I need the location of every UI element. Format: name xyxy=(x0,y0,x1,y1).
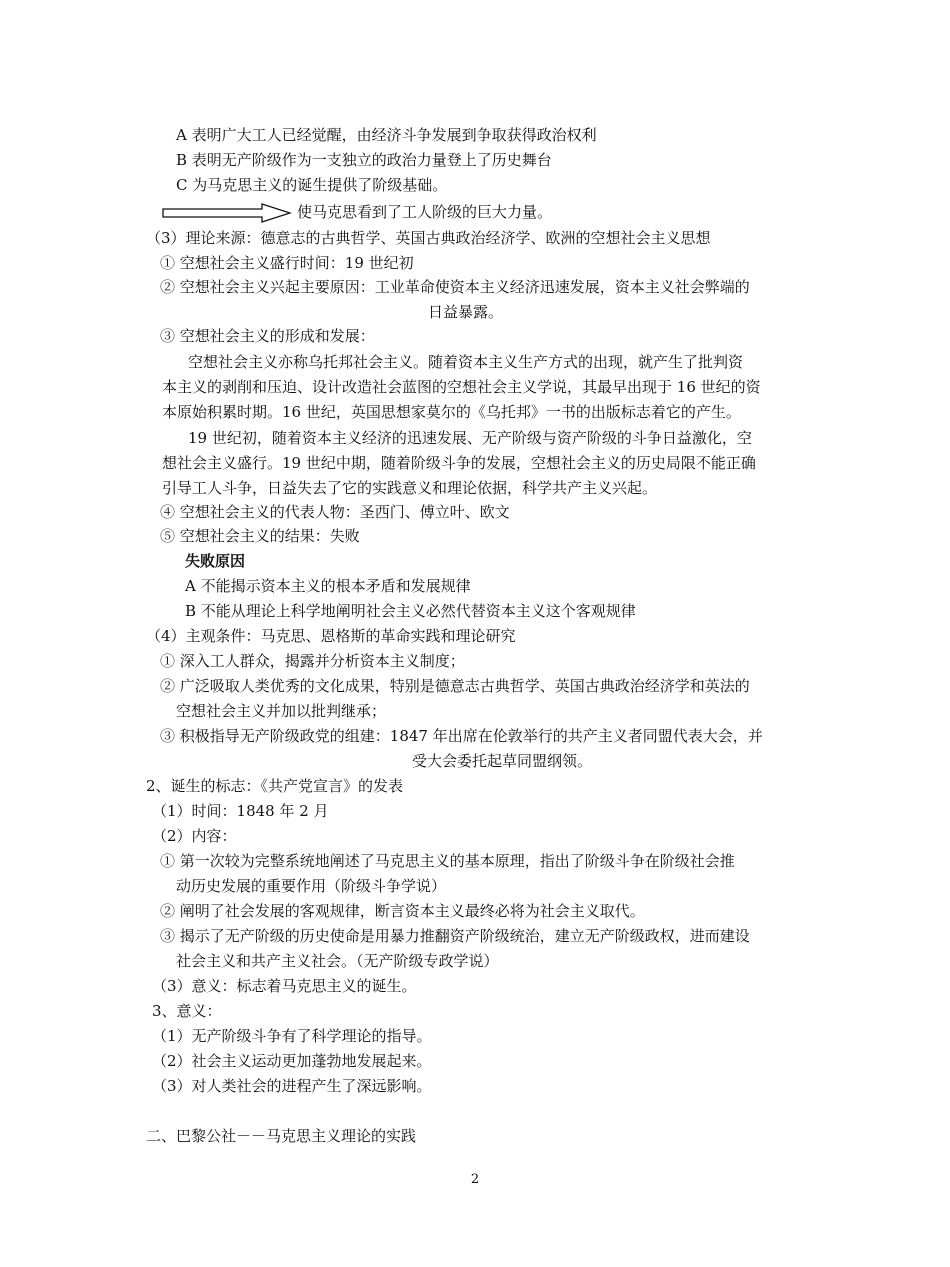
manifesto-content: （2）内容： xyxy=(152,827,237,845)
failure-reason-a: A 不能揭示资本主义的根本矛盾和发展规律 xyxy=(185,577,471,595)
significance-2: （2）社会主义运动更加蓬勃地发展起来。 xyxy=(152,1052,432,1070)
arrow-text: 使马克思看到了工人阶级的巨大力量。 xyxy=(297,203,553,221)
failure-reasons-heading: 失败原因 xyxy=(185,552,246,570)
para1-line2: 本主义的剥削和压迫、设计改造社会蓝图的空想社会主义学说，其最早出现于 16 世纪的资 xyxy=(162,378,761,396)
manifesto-time: （1）时间：1848 年 2 月 xyxy=(152,802,329,820)
utopian-time: ① 空想社会主义盛行时间：19 世纪初 xyxy=(160,254,414,272)
manifesto-significance: （3）意义：标志着马克思主义的诞生。 xyxy=(152,977,417,995)
item-a-awakened: A 表明广大工人已经觉醒，由经济斗争发展到争取获得政治权利 xyxy=(176,126,597,144)
significance-heading: 3、意义： xyxy=(152,1002,222,1020)
content-1-cont: 动历史发展的重要作用（阶级斗争学说） xyxy=(176,877,447,895)
subjective-2: ② 广泛吸取人类优秀的文化成果，特别是德意志古典哲学、英国古典政治经济学和英法的 xyxy=(160,677,750,695)
theory-sources: （3）理论来源：德意志的古典哲学、英国古典政治经济学、欧洲的空想社会主义思想 xyxy=(146,229,711,247)
para1-line3: 本原始积累时期。16 世纪，英国思想家莫尔的《乌托邦》一书的出版标志着它的产生。 xyxy=(162,403,741,421)
subjective-conditions: （4）主观条件：马克思、恩格斯的革命实践和理论研究 xyxy=(146,627,516,645)
arrow-icon xyxy=(162,203,292,223)
failure-reason-b: B 不能从理论上科学地阐明社会主义必然代替资本主义这个客观规律 xyxy=(185,602,636,620)
para1-line1: 空想社会主义亦称乌托邦社会主义。随着资本主义生产方式的出现，就产生了批判资 xyxy=(188,353,744,371)
utopian-representatives: ④ 空想社会主义的代表人物：圣西门、傅立叶、欧文 xyxy=(160,503,510,521)
utopian-development: ③ 空想社会主义的形成和发展： xyxy=(160,327,375,345)
section-two-heading: 二、巴黎公社－－马克思主义理论的实践 xyxy=(146,1127,417,1145)
significance-1: （1）无产阶级斗争有了科学理论的指导。 xyxy=(152,1027,432,1045)
page-number: 2 xyxy=(470,1172,480,1187)
subjective-3-cont: 受大会委托起草同盟纲领。 xyxy=(412,752,593,770)
item-c-class-basis: C 为马克思主义的诞生提供了阶级基础。 xyxy=(176,176,448,194)
content-3-cont: 社会主义和共产主义社会。（无产阶级专政学说） xyxy=(176,952,499,970)
birth-symbol: 2、诞生的标志：《共产党宣言》的发表 xyxy=(146,777,404,795)
utopian-cause: ② 空想社会主义兴起主要原因：工业革命使资本主义经济迅速发展，资本主义社会弊端的 xyxy=(160,278,750,296)
content-2: ② 阐明了社会发展的客观规律，断言资本主义最终必将为社会主义取代。 xyxy=(160,902,645,920)
content-3: ③ 揭示了无产阶级的历史使命是用暴力推翻资产阶级统治，建立无产阶级政权，进而建设 xyxy=(160,927,750,945)
para2-line1: 19 世纪初，随着资本主义经济的迅速发展、无产阶级与资产阶级的斗争日益激化，空 xyxy=(188,429,752,447)
item-b-political-force: B 表明无产阶级作为一支独立的政治力量登上了历史舞台 xyxy=(176,151,552,169)
subjective-3: ③ 积极指导无产阶级政党的组建：1847 年出席在伦敦举行的共产主义者同盟代表大会，并 xyxy=(160,727,763,745)
para2-line2: 想社会主义盛行。19 世纪中期，随着阶级斗争的发展，空想社会主义的历史局限不能正确 xyxy=(162,454,756,472)
utopian-result: ⑤ 空想社会主义的结果：失败 xyxy=(160,527,360,545)
subjective-1: ① 深入工人群众，揭露并分析资本主义制度； xyxy=(160,652,465,670)
significance-3: （3）对人类社会的进程产生了深远影响。 xyxy=(152,1077,432,1095)
utopian-cause-cont: 日益暴露。 xyxy=(428,303,504,321)
para2-line3: 引导工人斗争，日益失去了它的实践意义和理论依据，科学共产主义兴起。 xyxy=(162,479,658,497)
subjective-2-cont: 空想社会主义并加以批判继承； xyxy=(176,702,387,720)
content-1: ① 第一次较为完整系统地阐述了马克思主义的基本原理，指出了阶级斗争在阶级社会推 xyxy=(160,852,735,870)
